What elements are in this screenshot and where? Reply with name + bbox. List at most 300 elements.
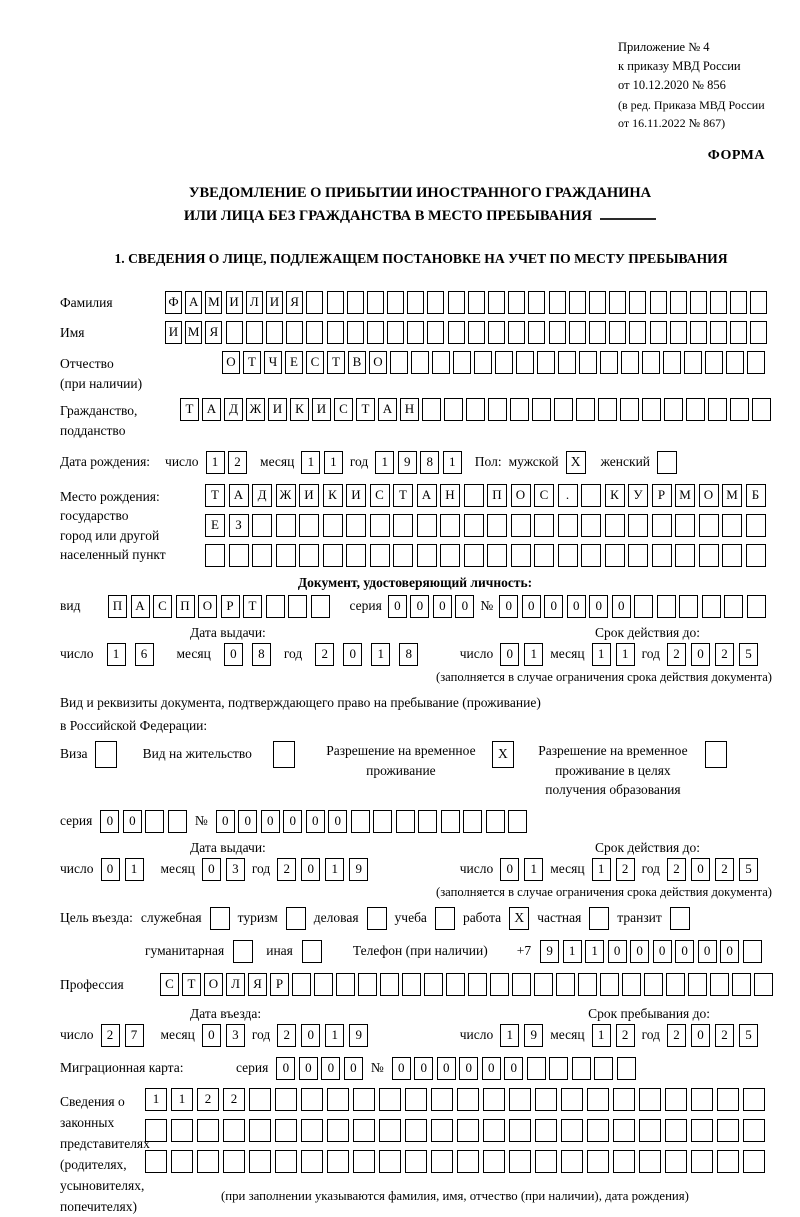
cell[interactable]: [431, 1088, 453, 1111]
cell[interactable]: [652, 544, 672, 567]
cell[interactable]: [292, 973, 311, 996]
cell[interactable]: [639, 1150, 661, 1173]
cell[interactable]: 1: [324, 451, 343, 474]
cell[interactable]: [327, 1088, 349, 1111]
cell[interactable]: [327, 1119, 349, 1142]
cell[interactable]: [556, 973, 575, 996]
cell[interactable]: [629, 321, 646, 344]
cell[interactable]: [441, 810, 460, 833]
cell[interactable]: [650, 321, 667, 344]
cell[interactable]: [743, 940, 762, 963]
cell[interactable]: [600, 973, 619, 996]
cell[interactable]: 1: [500, 1024, 519, 1047]
cell[interactable]: Т: [243, 351, 261, 374]
cell[interactable]: [417, 544, 437, 567]
cell[interactable]: [286, 321, 303, 344]
cell[interactable]: О: [222, 351, 240, 374]
cell[interactable]: [431, 1119, 453, 1142]
cell[interactable]: [665, 1119, 687, 1142]
cell[interactable]: [427, 291, 444, 314]
purpose-humanitarian-checkbox[interactable]: [233, 940, 253, 963]
cell[interactable]: [600, 351, 618, 374]
cell[interactable]: [639, 1119, 661, 1142]
cell[interactable]: Ж: [246, 398, 265, 421]
cell[interactable]: 0: [504, 1057, 523, 1080]
cell[interactable]: [346, 514, 366, 537]
visa-checkbox[interactable]: [95, 741, 117, 768]
cell[interactable]: 0: [455, 595, 474, 618]
cell[interactable]: [347, 291, 364, 314]
cell[interactable]: [510, 398, 529, 421]
cell[interactable]: [466, 398, 485, 421]
cell[interactable]: [730, 398, 749, 421]
cell[interactable]: Е: [285, 351, 303, 374]
cell[interactable]: [351, 810, 370, 833]
cell[interactable]: И: [346, 484, 366, 507]
cell[interactable]: [699, 544, 719, 567]
cell[interactable]: [613, 1088, 635, 1111]
cell[interactable]: [464, 514, 484, 537]
cell[interactable]: Я: [205, 321, 222, 344]
cell[interactable]: [197, 1150, 219, 1173]
cell[interactable]: [422, 398, 441, 421]
cell[interactable]: [483, 1119, 505, 1142]
cell[interactable]: [387, 321, 404, 344]
sex-male-checkbox[interactable]: X: [566, 451, 586, 474]
cell[interactable]: Р: [221, 595, 240, 618]
cell[interactable]: 0: [261, 810, 280, 833]
cell[interactable]: [634, 595, 653, 618]
cell[interactable]: [431, 1150, 453, 1173]
cell[interactable]: [730, 291, 747, 314]
cell[interactable]: [370, 514, 390, 537]
cell[interactable]: 5: [739, 858, 758, 881]
cell[interactable]: 0: [343, 643, 362, 666]
cell[interactable]: [508, 291, 525, 314]
cell[interactable]: [705, 351, 723, 374]
residence-permit-checkbox[interactable]: [273, 741, 295, 768]
cell[interactable]: [549, 321, 566, 344]
cell[interactable]: [249, 1088, 271, 1111]
cell[interactable]: 9: [349, 858, 368, 881]
cell[interactable]: [249, 1150, 271, 1173]
cell[interactable]: [301, 1150, 323, 1173]
cell[interactable]: [688, 973, 707, 996]
cell[interactable]: 5: [739, 1024, 758, 1047]
cell[interactable]: Т: [393, 484, 413, 507]
cell[interactable]: А: [202, 398, 221, 421]
cell[interactable]: [663, 351, 681, 374]
cell[interactable]: [670, 321, 687, 344]
cell[interactable]: В: [348, 351, 366, 374]
cell[interactable]: [299, 514, 319, 537]
cell[interactable]: [145, 1150, 167, 1173]
cell[interactable]: [750, 321, 767, 344]
cell[interactable]: [710, 973, 729, 996]
cell[interactable]: П: [487, 484, 507, 507]
cell[interactable]: [327, 291, 344, 314]
cell[interactable]: [301, 1088, 323, 1111]
cell[interactable]: [314, 973, 333, 996]
cell[interactable]: [487, 544, 507, 567]
cell[interactable]: Е: [205, 514, 225, 537]
cell[interactable]: [549, 291, 566, 314]
cell[interactable]: Ф: [165, 291, 182, 314]
cell[interactable]: И: [312, 398, 331, 421]
cell[interactable]: [511, 544, 531, 567]
cell[interactable]: 2: [616, 1024, 635, 1047]
cell[interactable]: [336, 973, 355, 996]
cell[interactable]: [402, 973, 421, 996]
cell[interactable]: [509, 1088, 531, 1111]
cell[interactable]: [537, 351, 555, 374]
cell[interactable]: П: [108, 595, 127, 618]
cell[interactable]: [379, 1119, 401, 1142]
cell[interactable]: 0: [410, 595, 429, 618]
cell[interactable]: И: [299, 484, 319, 507]
cell[interactable]: [511, 514, 531, 537]
cell[interactable]: 2: [197, 1088, 219, 1111]
cell[interactable]: [587, 1119, 609, 1142]
cell[interactable]: 1: [592, 1024, 611, 1047]
cell[interactable]: 2: [277, 858, 296, 881]
cell[interactable]: 0: [691, 858, 710, 881]
cell[interactable]: [373, 810, 392, 833]
cell[interactable]: С: [334, 398, 353, 421]
cell[interactable]: О: [204, 973, 223, 996]
cell[interactable]: [306, 321, 323, 344]
cell[interactable]: [605, 544, 625, 567]
cell[interactable]: 1: [443, 451, 462, 474]
cell[interactable]: М: [675, 484, 695, 507]
cell[interactable]: [249, 1119, 271, 1142]
cell[interactable]: 7: [125, 1024, 144, 1047]
purpose-study-checkbox[interactable]: [435, 907, 455, 930]
cell[interactable]: М: [722, 484, 742, 507]
cell[interactable]: 1: [371, 643, 390, 666]
cell[interactable]: [743, 1088, 765, 1111]
cell[interactable]: [446, 973, 465, 996]
cell[interactable]: [644, 973, 663, 996]
cell[interactable]: 9: [540, 940, 559, 963]
cell[interactable]: 2: [715, 1024, 734, 1047]
temp-permit-edu-checkbox[interactable]: [705, 741, 727, 768]
cell[interactable]: [463, 810, 482, 833]
cell[interactable]: [432, 351, 450, 374]
cell[interactable]: [746, 544, 766, 567]
cell[interactable]: [468, 321, 485, 344]
cell[interactable]: [468, 291, 485, 314]
cell[interactable]: [629, 291, 646, 314]
cell[interactable]: 0: [499, 595, 518, 618]
cell[interactable]: [347, 321, 364, 344]
cell[interactable]: [440, 544, 460, 567]
cell[interactable]: [495, 351, 513, 374]
cell[interactable]: [171, 1119, 193, 1142]
cell[interactable]: 1: [206, 451, 225, 474]
cell[interactable]: [440, 514, 460, 537]
cell[interactable]: 0: [459, 1057, 478, 1080]
cell[interactable]: 1: [325, 858, 344, 881]
cell[interactable]: 2: [228, 451, 247, 474]
cell[interactable]: 1: [592, 643, 611, 666]
cell[interactable]: [690, 321, 707, 344]
cell[interactable]: [288, 595, 307, 618]
cell[interactable]: [639, 1088, 661, 1111]
cell[interactable]: [486, 810, 505, 833]
cell[interactable]: [275, 1150, 297, 1173]
cell[interactable]: Р: [652, 484, 672, 507]
cell[interactable]: [652, 514, 672, 537]
cell[interactable]: 1: [592, 858, 611, 881]
cell[interactable]: [457, 1119, 479, 1142]
cell[interactable]: [732, 973, 751, 996]
cell[interactable]: [327, 1150, 349, 1173]
cell[interactable]: 0: [522, 595, 541, 618]
cell[interactable]: [276, 514, 296, 537]
cell[interactable]: А: [131, 595, 150, 618]
cell[interactable]: 8: [420, 451, 439, 474]
cell[interactable]: Я: [286, 291, 303, 314]
cell[interactable]: [411, 351, 429, 374]
cell[interactable]: [534, 544, 554, 567]
cell[interactable]: [664, 398, 683, 421]
cell[interactable]: 2: [667, 858, 686, 881]
cell[interactable]: [223, 1119, 245, 1142]
cell[interactable]: [743, 1150, 765, 1173]
cell[interactable]: [424, 973, 443, 996]
cell[interactable]: 2: [667, 643, 686, 666]
cell[interactable]: [483, 1088, 505, 1111]
cell[interactable]: А: [378, 398, 397, 421]
cell[interactable]: [569, 321, 586, 344]
cell[interactable]: [488, 321, 505, 344]
cell[interactable]: [722, 544, 742, 567]
cell[interactable]: 1: [563, 940, 582, 963]
cell[interactable]: [650, 291, 667, 314]
cell[interactable]: [516, 351, 534, 374]
cell[interactable]: 1: [107, 643, 126, 666]
cell[interactable]: С: [534, 484, 554, 507]
cell[interactable]: М: [185, 321, 202, 344]
cell[interactable]: [622, 973, 641, 996]
cell[interactable]: [444, 398, 463, 421]
cell[interactable]: [699, 514, 719, 537]
cell[interactable]: [587, 1088, 609, 1111]
cell[interactable]: [609, 291, 626, 314]
cell[interactable]: [379, 1088, 401, 1111]
cell[interactable]: [576, 398, 595, 421]
cell[interactable]: [549, 1057, 568, 1080]
purpose-private-checkbox[interactable]: [589, 907, 609, 930]
cell[interactable]: [684, 351, 702, 374]
cell[interactable]: [691, 1150, 713, 1173]
cell[interactable]: [448, 321, 465, 344]
cell[interactable]: [417, 514, 437, 537]
cell[interactable]: [609, 321, 626, 344]
cell[interactable]: [453, 351, 471, 374]
cell[interactable]: [528, 321, 545, 344]
cell[interactable]: 3: [226, 858, 245, 881]
cell[interactable]: [197, 1119, 219, 1142]
cell[interactable]: [589, 321, 606, 344]
cell[interactable]: [535, 1150, 557, 1173]
cell[interactable]: Т: [243, 595, 262, 618]
cell[interactable]: 3: [226, 1024, 245, 1047]
cell[interactable]: 0: [675, 940, 694, 963]
cell[interactable]: 0: [691, 1024, 710, 1047]
cell[interactable]: Ч: [264, 351, 282, 374]
cell[interactable]: [353, 1150, 375, 1173]
cell[interactable]: Б: [746, 484, 766, 507]
cell[interactable]: [396, 810, 415, 833]
cell[interactable]: [490, 973, 509, 996]
cell[interactable]: [311, 595, 330, 618]
cell[interactable]: И: [226, 291, 243, 314]
cell[interactable]: 0: [589, 595, 608, 618]
cell[interactable]: [679, 595, 698, 618]
cell[interactable]: С: [153, 595, 172, 618]
cell[interactable]: [464, 484, 484, 507]
cell[interactable]: А: [185, 291, 202, 314]
cell[interactable]: [717, 1150, 739, 1173]
cell[interactable]: [276, 544, 296, 567]
cell[interactable]: [393, 514, 413, 537]
cell[interactable]: 0: [720, 940, 739, 963]
cell[interactable]: 0: [612, 595, 631, 618]
cell[interactable]: [743, 1119, 765, 1142]
cell[interactable]: [407, 321, 424, 344]
cell[interactable]: [509, 1119, 531, 1142]
cell[interactable]: 0: [321, 1057, 340, 1080]
cell[interactable]: [390, 351, 408, 374]
cell[interactable]: А: [229, 484, 249, 507]
cell[interactable]: [358, 973, 377, 996]
cell[interactable]: Т: [180, 398, 199, 421]
cell[interactable]: 0: [567, 595, 586, 618]
cell[interactable]: 0: [202, 858, 221, 881]
cell[interactable]: 0: [437, 1057, 456, 1080]
cell[interactable]: О: [369, 351, 387, 374]
cell[interactable]: 0: [500, 858, 519, 881]
cell[interactable]: 2: [667, 1024, 686, 1047]
cell[interactable]: [558, 351, 576, 374]
cell[interactable]: К: [605, 484, 625, 507]
cell[interactable]: [730, 321, 747, 344]
cell[interactable]: Л: [226, 973, 245, 996]
cell[interactable]: [405, 1088, 427, 1111]
cell[interactable]: [393, 544, 413, 567]
cell[interactable]: [750, 291, 767, 314]
cell[interactable]: 0: [653, 940, 672, 963]
cell[interactable]: [405, 1119, 427, 1142]
cell[interactable]: [613, 1119, 635, 1142]
cell[interactable]: [488, 291, 505, 314]
cell[interactable]: [581, 544, 601, 567]
cell[interactable]: [717, 1088, 739, 1111]
cell[interactable]: [747, 351, 765, 374]
cell[interactable]: [252, 544, 272, 567]
cell[interactable]: [145, 810, 164, 833]
cell[interactable]: [246, 321, 263, 344]
cell[interactable]: О: [198, 595, 217, 618]
cell[interactable]: И: [266, 291, 283, 314]
cell[interactable]: [554, 398, 573, 421]
cell[interactable]: [427, 321, 444, 344]
cell[interactable]: 0: [238, 810, 257, 833]
cell[interactable]: [487, 514, 507, 537]
cell[interactable]: Л: [246, 291, 263, 314]
cell[interactable]: [205, 544, 225, 567]
cell[interactable]: С: [160, 973, 179, 996]
cell[interactable]: О: [699, 484, 719, 507]
cell[interactable]: 0: [414, 1057, 433, 1080]
cell[interactable]: О: [511, 484, 531, 507]
cell[interactable]: [171, 1150, 193, 1173]
cell[interactable]: [665, 1150, 687, 1173]
cell[interactable]: 5: [739, 643, 758, 666]
cell[interactable]: И: [268, 398, 287, 421]
cell[interactable]: [702, 595, 721, 618]
purpose-official-checkbox[interactable]: [210, 907, 230, 930]
cell[interactable]: [675, 544, 695, 567]
cell[interactable]: [598, 398, 617, 421]
cell[interactable]: .: [558, 484, 578, 507]
cell[interactable]: [558, 514, 578, 537]
cell[interactable]: Т: [327, 351, 345, 374]
cell[interactable]: [418, 810, 437, 833]
cell[interactable]: 0: [224, 643, 243, 666]
cell[interactable]: 2: [315, 643, 334, 666]
cell[interactable]: [346, 544, 366, 567]
cell[interactable]: 2: [223, 1088, 245, 1111]
cell[interactable]: [666, 973, 685, 996]
temp-permit-checkbox[interactable]: X: [492, 741, 514, 768]
cell[interactable]: [252, 514, 272, 537]
cell[interactable]: [589, 291, 606, 314]
cell[interactable]: И: [165, 321, 182, 344]
cell[interactable]: [690, 291, 707, 314]
cell[interactable]: Т: [356, 398, 375, 421]
cell[interactable]: [579, 351, 597, 374]
cell[interactable]: [722, 514, 742, 537]
cell[interactable]: [448, 291, 465, 314]
cell[interactable]: 9: [349, 1024, 368, 1047]
cell[interactable]: 1: [585, 940, 604, 963]
cell[interactable]: 1: [375, 451, 394, 474]
cell[interactable]: [642, 351, 660, 374]
cell[interactable]: [691, 1119, 713, 1142]
cell[interactable]: [691, 1088, 713, 1111]
cell[interactable]: Н: [400, 398, 419, 421]
purpose-tourism-checkbox[interactable]: [286, 907, 306, 930]
cell[interactable]: 0: [500, 643, 519, 666]
cell[interactable]: [405, 1150, 427, 1173]
cell[interactable]: [708, 398, 727, 421]
cell[interactable]: 0: [482, 1057, 501, 1080]
cell[interactable]: 0: [202, 1024, 221, 1047]
purpose-business-checkbox[interactable]: [367, 907, 387, 930]
cell[interactable]: [464, 544, 484, 567]
cell[interactable]: [578, 973, 597, 996]
purpose-other-checkbox[interactable]: [302, 940, 322, 963]
cell[interactable]: [488, 398, 507, 421]
cell[interactable]: 0: [101, 858, 120, 881]
cell[interactable]: [226, 321, 243, 344]
cell[interactable]: 0: [433, 595, 452, 618]
cell[interactable]: [474, 351, 492, 374]
cell[interactable]: [686, 398, 705, 421]
